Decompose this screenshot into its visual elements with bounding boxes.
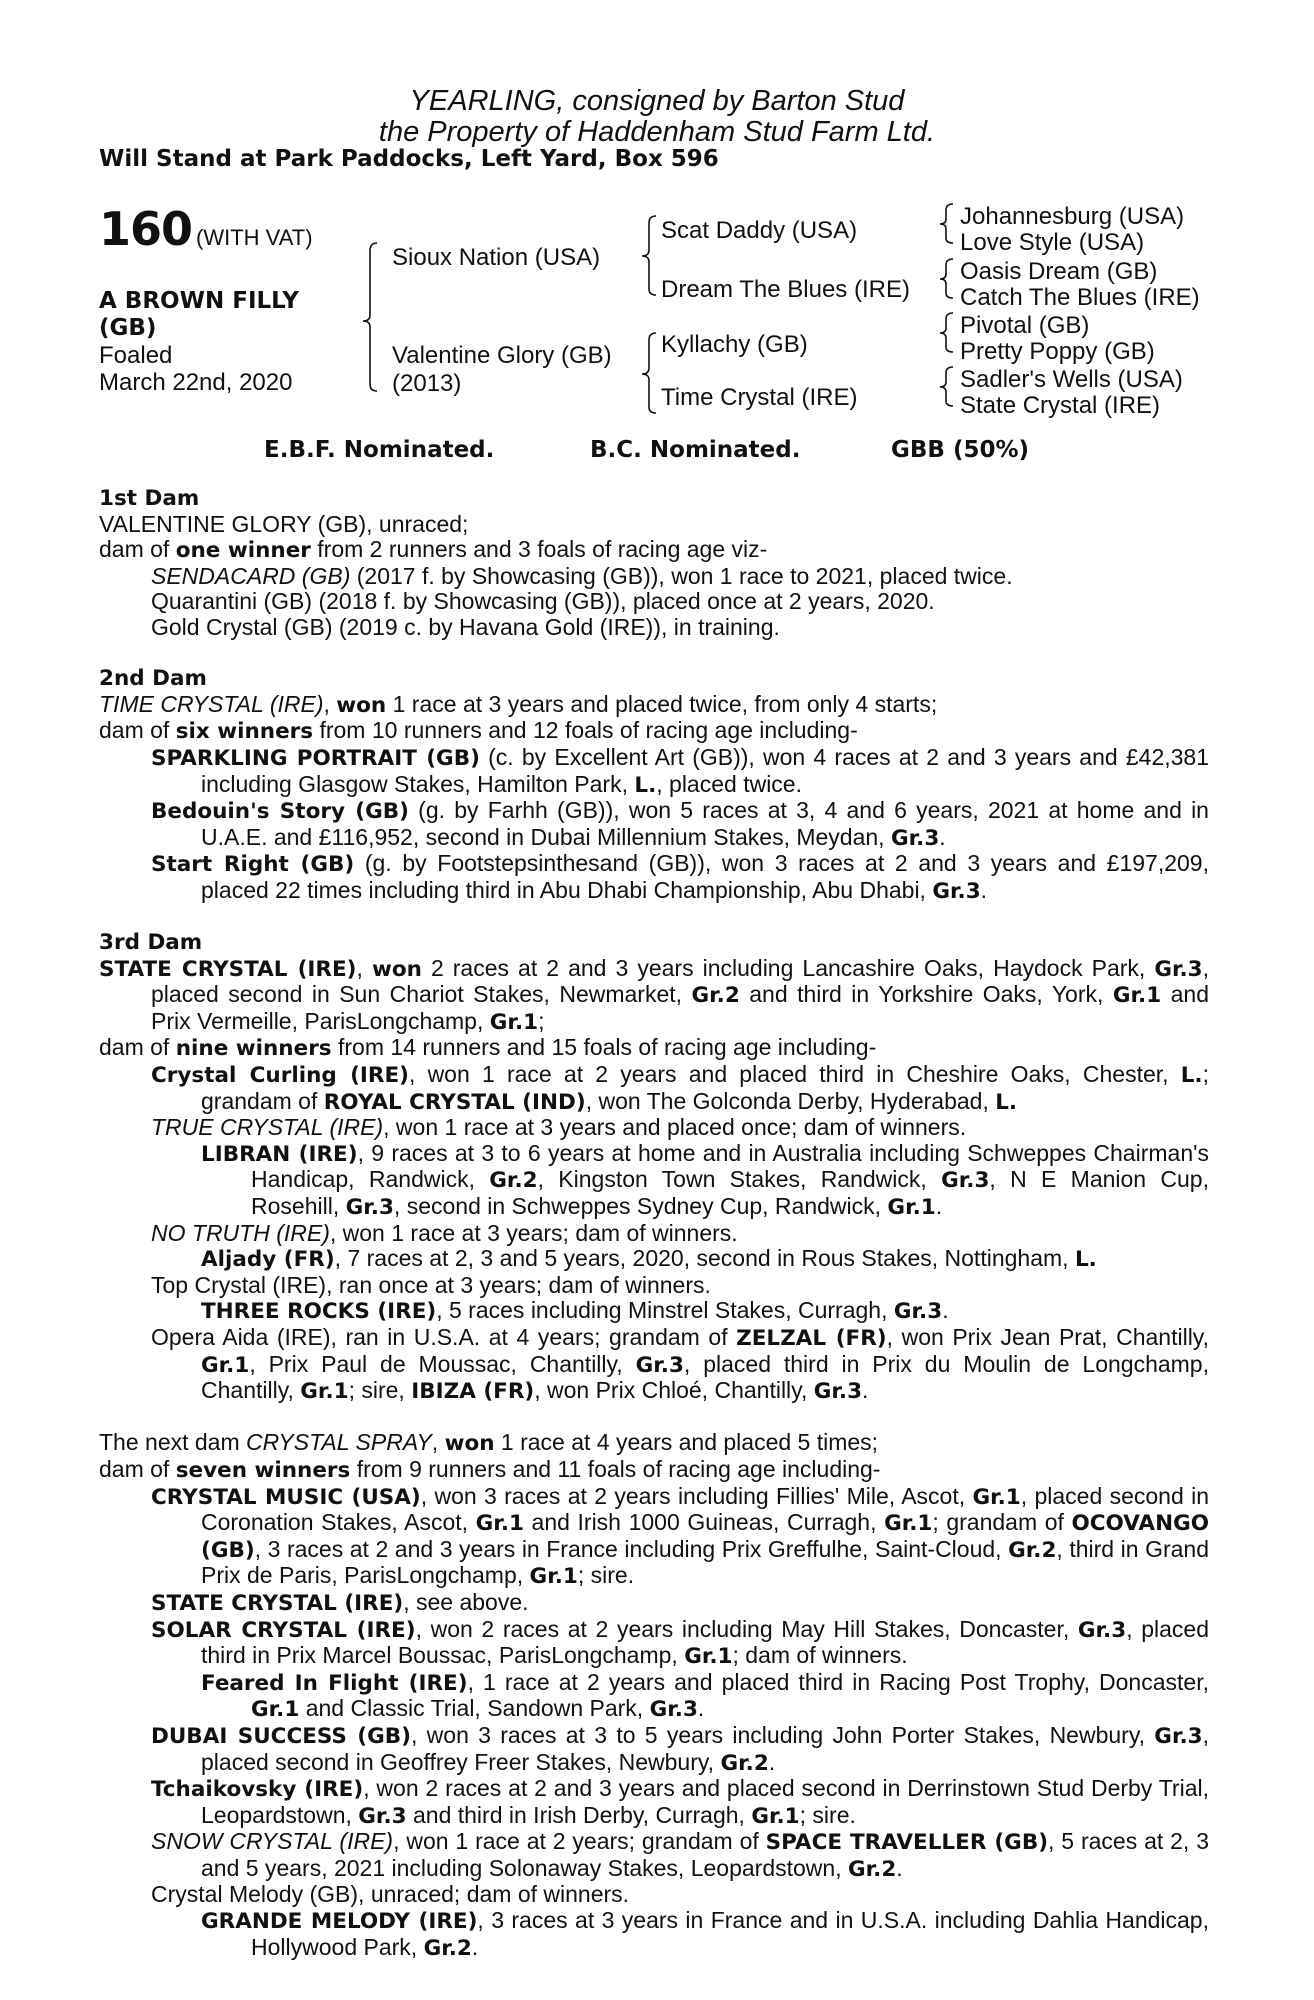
- third-dam-heading: 3rd Dam: [99, 930, 203, 956]
- produce-entry: SPARKLING PORTRAIT (GB) (c. by Excellent Art (GB)), won 4 races at 2 and 3 years and £42,381 including Glasgow Stakes, Hamilton Park, L., placed twice.: [151, 743, 1209, 798]
- dam-sire-dam: Pretty Poppy (GB): [960, 338, 1155, 365]
- produce-entry: SENDACARD (GB) (2017 f. by Showcasing (GB)), won 1 race to 2021, placed twice.: [151, 562, 1013, 589]
- produce-entry: THREE ROCKS (IRE), 5 races including Minstrel Stakes, Curragh, Gr.3.: [201, 1297, 949, 1325]
- produce-entry: DUBAI SUCCESS (GB), won 3 races at 3 to 5 years including John Porter Stakes, Newbury, Gr.3, placed second in Geoffrey Freer Stakes, Newbury, Gr.2.: [151, 1721, 1209, 1776]
- second-dam-produce-summary: dam of six winners from 10 runners and 12 foals of racing age including-: [99, 717, 858, 745]
- gbb-status: GBB (50%): [891, 437, 1030, 463]
- fourth-dam-line: The next dam CRYSTAL SPRAY, won 1 race at 4 years and placed 5 times;: [99, 1429, 879, 1457]
- third-dam-line: STATE CRYSTAL (IRE), won 2 races at 2 and 3 years including Lancashire Oaks, Haydock Park, Gr.3, placed second in Sun Chariot Stakes, Newmarket, Gr.2 and third in Yorkshire Oaks, York, Gr.1 and Prix Vermeille, ParisLongchamp, Gr.1;: [99, 954, 1210, 1035]
- produce-entry: NO TRUTH (IRE), won 1 race at 3 years; dam of winners.: [151, 1219, 738, 1246]
- consignor-line: YEARLING, consigned by Barton Stud: [409, 85, 905, 117]
- foaled-date: March 22nd, 2020: [99, 369, 293, 396]
- produce-entry: Crystal Curling (IRE), won 1 race at 2 years and placed third in Cheshire Oaks, Chester, L.; grandam of ROYAL CRYSTAL (IND), won The Golconda Derby, Hyderabad, L.: [151, 1061, 1209, 1115]
- first-dam-line: VALENTINE GLORY (GB), unraced;: [99, 510, 469, 537]
- dam-sire-sire: Pivotal (GB): [960, 312, 1090, 339]
- property-line: the Property of Haddenham Stud Farm Ltd.: [378, 116, 936, 148]
- dam-dam-dam: State Crystal (IRE): [960, 392, 1161, 419]
- sire-sire: Scat Daddy (USA): [661, 217, 858, 244]
- produce-entry: TRUE CRYSTAL (IRE), won 1 race at 3 years and placed once; dam of winners.: [151, 1114, 967, 1141]
- produce-entry: STATE CRYSTAL (IRE), see above.: [151, 1588, 529, 1616]
- sire: Sioux Nation (USA): [392, 244, 601, 271]
- dam-dam-sire: Sadler's Wells (USA): [960, 366, 1183, 393]
- dam: Valentine Glory (GB): [392, 342, 612, 369]
- catalogue-text: [99, 486, 1209, 1961]
- sire-dam: Dream The Blues (IRE): [661, 276, 910, 303]
- produce-entry: GRANDE MELODY (IRE), 3 races at 3 years in France and in U.S.A. including Dahlia Handicap, Hollywood Park, Gr.2.: [201, 1907, 1209, 1961]
- produce-entry: LIBRAN (IRE), 9 races at 3 to 6 years at home and in Australia including Schweppes Chairman's Handicap, Randwick, Gr.2, Kingston Town Stakes, Randwick, Gr.3, N E Manion Cup, Rosehill, Gr.3, second in Schweppes Sydney Cup, Randwick, Gr.1.: [201, 1139, 1210, 1221]
- produce-entry: Tchaikovsky (IRE), won 2 races at 2 and 3 years and placed second in Derrinstown Stud Derby Trial, Leopardstown, Gr.3 and third in Irish Derby, Curragh, Gr.1; sire.: [151, 1775, 1209, 1829]
- sire-sire-sire: Johannesburg (USA): [960, 203, 1185, 230]
- produce-entry: Opera Aida (IRE), ran in U.S.A. at 4 years; grandam of ZELZAL (FR), won Prix Jean Prat, Chantilly, Gr.1, Prix Paul de Moussac, Chantilly, Gr.3, placed third in Prix du Moulin de Longchamp, Chantilly, Gr.1; sire, IBIZA (FR), won Prix Chloé, Chantilly, Gr.3.: [151, 1324, 1209, 1405]
- third-dam-produce-summary: dam of nine winners from 14 runners and 15 foals of racing age including-: [99, 1034, 877, 1062]
- first-dam-produce-summary: dam of one winner from 2 runners and 3 foals of racing age viz-: [99, 536, 768, 564]
- produce-entry: Bedouin's Story (GB) (g. by Farhh (GB)), won 5 races at 3, 4 and 6 years, 2021 at home and in U.A.E. and £116,952, second in Dubai Millennium Stakes, Meydan, Gr.3.: [151, 797, 1209, 851]
- second-dam-line: TIME CRYSTAL (IRE), won 1 race at 3 years and placed twice, from only 4 starts;: [99, 690, 938, 718]
- dam-sire: Kyllachy (GB): [661, 331, 808, 358]
- lot-description-origin: (GB): [99, 315, 157, 341]
- sire-dam-sire: Oasis Dream (GB): [960, 258, 1158, 285]
- stand-location: Will Stand at Park Paddocks, Left Yard, Box 596: [99, 146, 719, 172]
- produce-entry: SNOW CRYSTAL (IRE), won 1 race at 2 years; grandam of SPACE TRAVELLER (GB), 5 races at 2, 3 and 5 years, 2021 including Solonaway Stakes, Leopardstown, Gr.2.: [151, 1828, 1209, 1882]
- produce-entry: Start Right (GB) (g. by Footstepsinthesand (GB)), won 3 races at 2 and 3 years and £197,209, placed 22 times including third in Abu Dhabi Championship, Abu Dhabi, Gr.3.: [151, 850, 1209, 904]
- produce-entry: Gold Crystal (GB) (2019 c. by Havana Gold (IRE)), in training.: [151, 613, 780, 640]
- produce-entry: CRYSTAL MUSIC (USA), won 3 races at 2 years including Fillies' Mile, Ascot, Gr.1, placed second in Coronation Stakes, Ascot, Gr.1 and Irish 1000 Guineas, Curragh, Gr.1; grandam of OCOVANGO (GB), 3 races at 2 and 3 years in France including Prix Greffulhe, Saint-Cloud, Gr.2, third in Grand Prix de Paris, ParisLongchamp, Gr.1; sire.: [151, 1482, 1210, 1590]
- produce-entry: Aljady (FR), 7 races at 2, 3 and 5 years, 2020, second in Rous Stakes, Nottingham, L.: [201, 1245, 1097, 1273]
- lot-description: A BROWN FILLY: [99, 288, 299, 314]
- produce-entry: Quarantini (GB) (2018 f. by Showcasing (GB)), placed once at 2 years, 2020.: [151, 588, 935, 615]
- bc-nomination: B.C. Nominated.: [590, 437, 801, 463]
- first-dam-heading: 1st Dam: [99, 486, 200, 511]
- lot-number: 160: [99, 202, 193, 256]
- produce-entry: Top Crystal (IRE), ran once at 3 years; dam of winners.: [151, 1271, 711, 1298]
- second-dam-heading: 2nd Dam: [99, 666, 207, 692]
- dam-year: (2013): [392, 370, 462, 397]
- foaled-label: Foaled: [99, 342, 173, 369]
- produce-entry: Crystal Melody (GB), unraced; dam of winners.: [151, 1881, 630, 1908]
- produce-entry: SOLAR CRYSTAL (IRE), won 2 races at 2 years including May Hill Stakes, Doncaster, Gr.3, placed third in Prix Marcel Boussac, ParisLongchamp, Gr.1; dam of winners.: [151, 1615, 1209, 1670]
- produce-entry: Feared In Flight (IRE), 1 race at 2 years and placed third in Racing Post Trophy, Doncaster, Gr.1 and Classic Trial, Sandown Park, Gr.3.: [201, 1668, 1209, 1723]
- vat-note: (WITH VAT): [196, 225, 313, 250]
- sire-sire-dam: Love Style (USA): [960, 229, 1145, 256]
- ebf-nomination: E.B.F. Nominated.: [264, 437, 495, 463]
- fourth-dam-produce-summary: dam of seven winners from 9 runners and 11 foals of racing age including-: [99, 1455, 881, 1483]
- dam-dam: Time Crystal (IRE): [661, 384, 858, 411]
- sire-dam-dam: Catch The Blues (IRE): [960, 284, 1200, 311]
